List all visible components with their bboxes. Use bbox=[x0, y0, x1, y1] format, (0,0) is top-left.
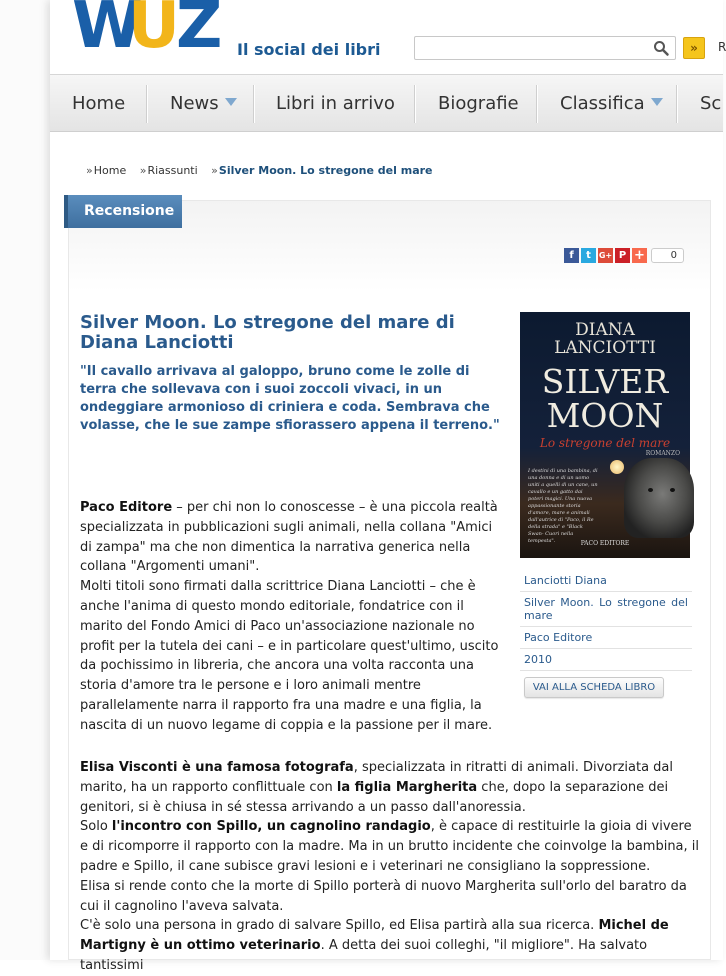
search-go-button[interactable]: » bbox=[683, 37, 705, 59]
story-span: , specializzata in ritratti di animali. Divorziata dal marito, ha un rapporto conflittuale con bbox=[80, 760, 673, 795]
intro-text-span: – per chi non lo conoscesse – è una piccola realtà specializzata in pubblicazioni sugli animali, nella collana "Amici di zampa" ma che non dimentica la narrativa generica nella collana "Argomenti umani". bbox=[80, 500, 498, 575]
breadcrumb-current bbox=[211, 164, 432, 177]
logo-letter-z: Z bbox=[176, 0, 223, 63]
nav-separator bbox=[676, 85, 677, 123]
pinterest-icon[interactable]: P bbox=[615, 248, 630, 263]
story-span: . A detta dei suoi colleghi, "il migliore". Ha salvato tantissimi bbox=[80, 938, 648, 973]
story-paragraph: Elisa si rende conto che la morte di Spillo porterà di nuovo Margherita sull'orlo del baratro da cui il cagnolino l'aveva salvata. bbox=[80, 878, 687, 914]
search-input[interactable] bbox=[415, 37, 645, 59]
logo-letter-u: U bbox=[128, 0, 180, 63]
nav-separator bbox=[253, 85, 254, 123]
story-text bbox=[80, 758, 700, 976]
breadcrumb bbox=[86, 164, 443, 177]
cover-publisher: PACO EDITORE bbox=[580, 540, 630, 547]
story-bold: l'incontro con Spillo, un cagnolino randagio bbox=[111, 819, 431, 835]
header-cut-link[interactable]: R bbox=[718, 40, 726, 54]
cover-blurb: I destini di una bambina, di una donna e di un uomo uniti a quelli di un cane, un cavallo e un gatto dai poteri magici. Una nuova appassionante storia d'amore, mare e animali dall'autrice di "Paco, il Re della strada" e "Black Swan- Cuori nella tempesta". bbox=[528, 468, 598, 544]
wuz-logo[interactable] bbox=[72, 0, 232, 64]
breadcrumb-item-riassunti[interactable] bbox=[140, 164, 198, 177]
breadcrumb-label: Home bbox=[93, 164, 127, 177]
nav-item-label: Libri in arrivo bbox=[276, 93, 395, 114]
share-count: 0 bbox=[651, 248, 684, 263]
breadcrumb-label: Silver Moon. Lo stregone del mare bbox=[218, 164, 433, 177]
story-paragraph bbox=[80, 817, 700, 876]
nav-item-home[interactable] bbox=[72, 75, 125, 133]
cover-author-line1: DIANA bbox=[575, 320, 635, 340]
nav-item-label: Biografie bbox=[438, 93, 519, 114]
story-paragraph bbox=[80, 758, 700, 817]
cover-genre: ROMANZO bbox=[645, 450, 680, 457]
dog-eye-illustration bbox=[648, 488, 653, 492]
moon-illustration bbox=[610, 460, 624, 474]
book-info-title[interactable]: Silver Moon. Lo stregone del mare bbox=[520, 592, 692, 627]
cover-subtitle: Lo stregone del mare bbox=[539, 436, 671, 450]
logo-letter-w: W bbox=[72, 0, 143, 63]
breadcrumb-item-home[interactable] bbox=[86, 164, 126, 177]
story-paragraph bbox=[80, 916, 700, 975]
book-info-list bbox=[520, 570, 692, 671]
book-cover[interactable] bbox=[520, 312, 690, 558]
site-header bbox=[50, 0, 726, 74]
nav-separator bbox=[146, 85, 147, 123]
left-gutter bbox=[0, 0, 50, 960]
publisher-name: Paco Editore bbox=[80, 500, 173, 515]
search-box bbox=[414, 36, 676, 60]
story-span: C'è solo una persona in grado di salvare Spillo, ed Elisa partirà alla sua ricerca. bbox=[80, 918, 599, 934]
nav-separator bbox=[414, 85, 415, 123]
nav-item-classifica[interactable] bbox=[560, 75, 663, 133]
double-chevron-right-icon: » bbox=[211, 164, 218, 177]
review-tab: Recensione bbox=[68, 195, 182, 228]
story-bold: la figlia Margherita bbox=[336, 779, 478, 795]
book-info-year: 2010 bbox=[520, 649, 692, 671]
book-quote: "Il cavallo arrivava al galoppo, bruno come le zolle di terra che sollevava con i suoi zoccoli vivaci, in un ondeggiare armonioso di criniera e coda. Sembrava che volasse, che le sue zampe sfiorassero appena il terreno." bbox=[80, 364, 500, 433]
story-bold: Michel de Martigny è un ottimo veterinario bbox=[80, 918, 669, 954]
nav-item-label: Sc bbox=[700, 93, 722, 114]
cover-title-line2: MOON bbox=[546, 396, 664, 435]
nav-separator bbox=[536, 85, 537, 123]
cover-title-line1: SILVER bbox=[541, 362, 669, 401]
story-span: , è capace di restituirle la gioia di vivere e di ricomporre il rapporto con la madre. Ma in un brutto incidente che coinvolge la bambina, il padre e Spillo, il cane subisce gravi lesioni e i veterinari ne consigliano la soppressione. bbox=[80, 819, 700, 874]
intro-paragraph bbox=[80, 498, 505, 577]
facebook-icon[interactable]: f bbox=[564, 248, 579, 263]
book-info-publisher[interactable]: Paco Editore bbox=[520, 627, 692, 649]
social-share-bar bbox=[564, 248, 684, 264]
nav-item-label: Home bbox=[72, 93, 126, 114]
site-tagline: Il social dei libri bbox=[237, 40, 381, 59]
search-icon[interactable] bbox=[653, 40, 669, 56]
story-bold: Elisa Visconti è una famosa fotografa bbox=[80, 760, 354, 775]
nav-item-libri-in-arrivo[interactable] bbox=[276, 75, 395, 133]
google-plus-icon[interactable]: G+ bbox=[598, 248, 613, 263]
intro-text bbox=[80, 498, 505, 736]
page-title: Silver Moon. Lo stregone del mare di Diana Lanciotti bbox=[80, 312, 455, 353]
caret-down-icon bbox=[651, 98, 663, 106]
nav-item-label: News bbox=[170, 93, 219, 114]
book-info-author[interactable]: Lanciotti Diana bbox=[520, 570, 692, 592]
addthis-plus-icon[interactable]: + bbox=[632, 248, 647, 263]
nav-item-news[interactable] bbox=[170, 75, 237, 133]
dog-illustration bbox=[624, 458, 694, 538]
double-chevron-right-icon: » bbox=[86, 164, 93, 177]
double-chevron-right-icon: » bbox=[139, 164, 147, 177]
caret-down-icon bbox=[225, 98, 237, 106]
nav-item-label: Classifica bbox=[560, 93, 645, 114]
nav-item-biografie[interactable] bbox=[438, 75, 519, 133]
main-nav bbox=[50, 74, 723, 132]
story-span: che, dopo la separazione dei genitori, si è chiusa in sé stessa arrivando a un passo dall'anoressia. bbox=[80, 779, 669, 815]
nav-item-cut[interactable] bbox=[700, 75, 721, 133]
intro-paragraph-2: Molti titoli sono firmati dalla scrittrice Diana Lanciotti – che è anche l'anima di questo mondo editoriale, fondatrice con il marito del Fondo Amici di Paco un'associazione nazionale no profit per la tutela dei cani – e in particolare quest'ultimo, uscito da pochissimo in libreria, che ancora una volta racconta una storia d'amore tra le persone e i loro animali mentre parallelamente narra il rapporto fra una madre e una figlia, la nascita di un nuovo legame di coppia e la passione per il mare. bbox=[80, 579, 499, 733]
story-span: Solo bbox=[80, 819, 112, 835]
book-page-button[interactable]: VAI ALLA SCHEDA LIBRO bbox=[524, 677, 664, 698]
cover-author-line2: LANCIOTTI bbox=[554, 338, 656, 358]
twitter-icon[interactable]: t bbox=[581, 248, 596, 263]
breadcrumb-label: Riassunti bbox=[147, 164, 198, 177]
